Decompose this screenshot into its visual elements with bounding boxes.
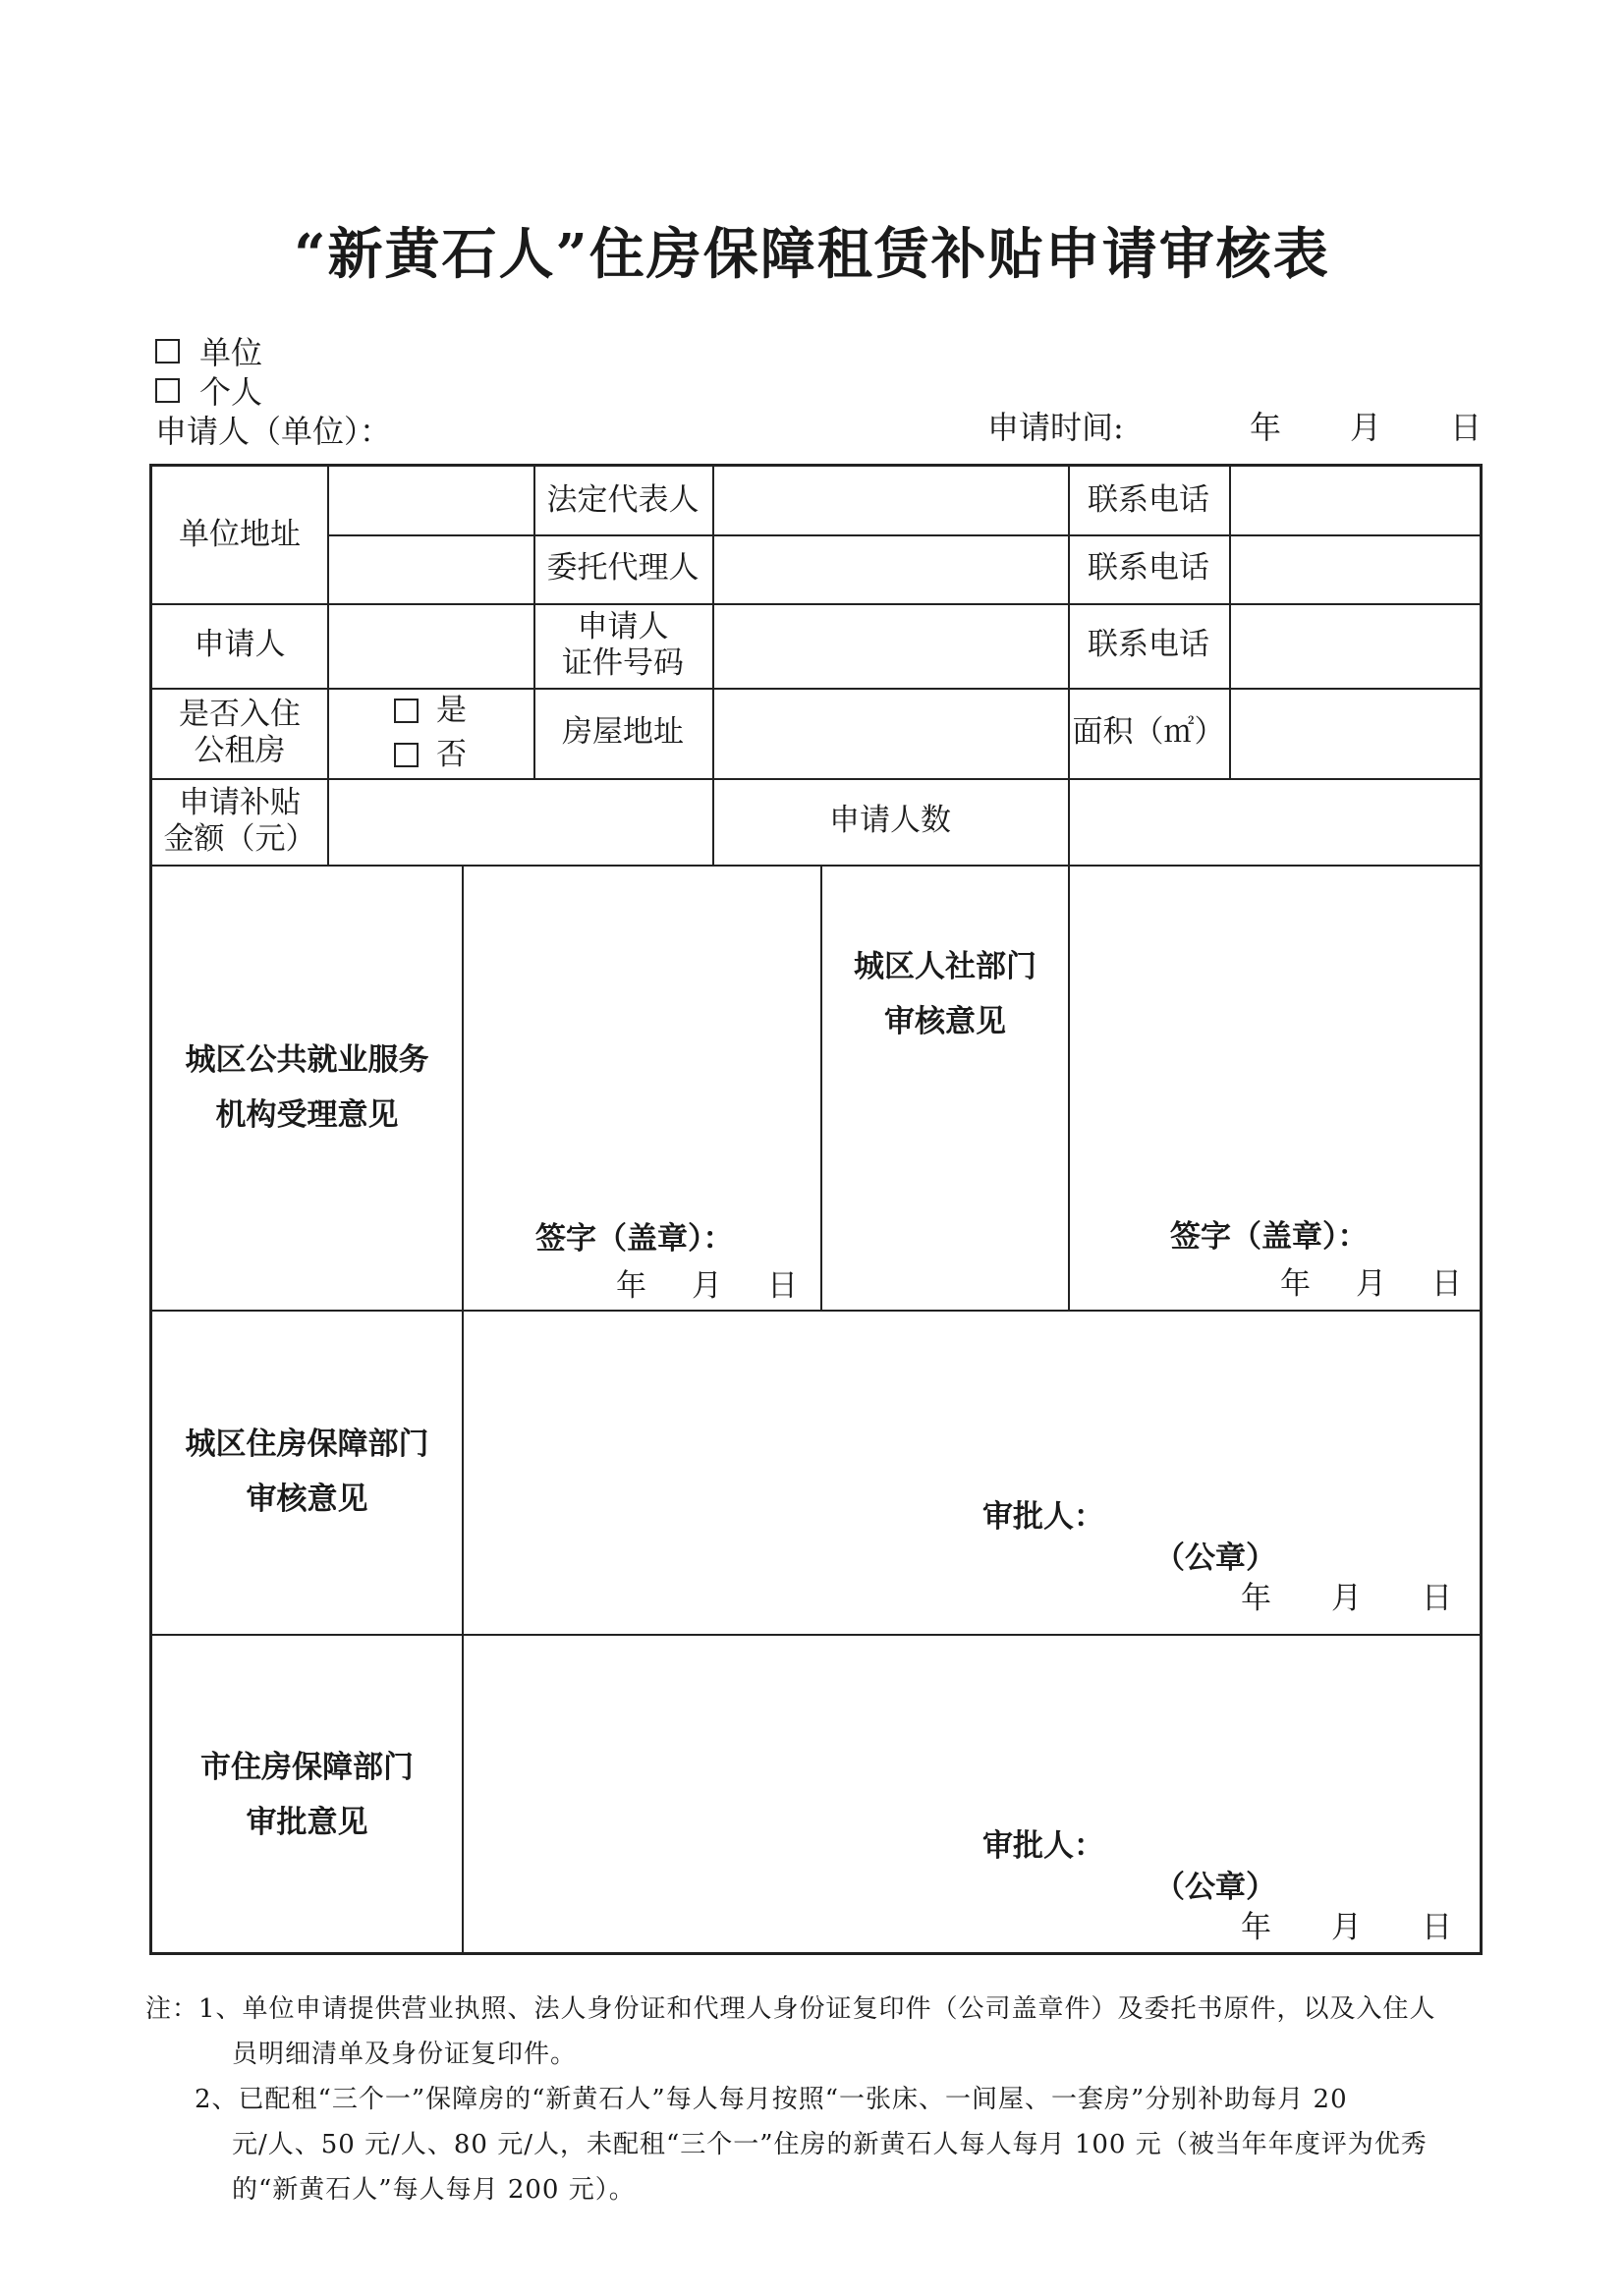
apply-day: 日 xyxy=(1450,409,1483,446)
agent-label: 委托代理人 xyxy=(546,550,700,587)
employment-date xyxy=(616,1260,798,1305)
apply-month: 月 xyxy=(1350,409,1382,446)
id-number-field[interactable] xyxy=(712,603,1068,688)
district-housing-label-line1: 城区住房保障部门 xyxy=(185,1427,429,1462)
hr-sign-label: 签字（盖章）： xyxy=(1170,1219,1369,1255)
hr-month: 月 xyxy=(1356,1266,1386,1302)
applicant-field[interactable] xyxy=(327,603,533,688)
public-rental-label xyxy=(152,688,327,778)
applicant-phone-label: 联系电话 xyxy=(1088,627,1209,663)
area-label: 面积（㎡） xyxy=(1072,714,1225,751)
agent-phone-label: 联系电话 xyxy=(1088,550,1209,587)
notes xyxy=(145,1987,1482,2212)
no-label: 否 xyxy=(436,737,467,772)
people-count-field[interactable] xyxy=(1068,778,1483,865)
no-option[interactable] xyxy=(394,737,467,773)
employment-service-label-line2: 机构受理意见 xyxy=(215,1096,399,1133)
option-unit-label: 单位 xyxy=(199,334,263,371)
district-year: 年 xyxy=(1241,1581,1271,1616)
form-title: “新黄石人”住房保障租赁补贴申请审核表 xyxy=(294,222,1330,287)
district-seal-label: （公章） xyxy=(1154,1540,1276,1576)
people-count-label: 申请人数 xyxy=(829,803,951,839)
hr-date xyxy=(1280,1259,1462,1303)
legal-rep-field[interactable] xyxy=(712,467,1068,534)
person-checkbox[interactable] xyxy=(155,378,180,403)
hr-year: 年 xyxy=(1280,1266,1311,1302)
agent-phone-field[interactable] xyxy=(1229,534,1483,603)
unit-checkbox[interactable] xyxy=(155,339,180,364)
employment-year: 年 xyxy=(616,1268,646,1304)
public-rental-options xyxy=(327,688,533,778)
area-field[interactable] xyxy=(1229,688,1483,778)
hr-dept-label-line2: 审核意见 xyxy=(884,1003,1006,1039)
subsidy-amount-label-line1: 申请补贴 xyxy=(179,784,301,820)
legal-rep-label: 法定代表人 xyxy=(546,481,700,518)
applicant-unit-label: 申请人（单位）： xyxy=(155,413,392,450)
district-approver-label: 审批人： xyxy=(982,1499,1104,1535)
legal-rep-phone-field[interactable] xyxy=(1229,467,1483,534)
no-checkbox[interactable] xyxy=(394,743,419,767)
applicant-label: 申请人 xyxy=(194,627,286,663)
employment-service-label-line1: 城区公共就业服务 xyxy=(185,1041,429,1078)
id-number-label-line2: 证件号码 xyxy=(562,645,684,681)
agent-field[interactable] xyxy=(712,534,1068,603)
option-person-label: 个人 xyxy=(199,373,263,411)
application-table xyxy=(149,464,1483,1955)
employment-day: 日 xyxy=(767,1268,798,1304)
subsidy-amount-field[interactable] xyxy=(327,778,712,865)
subsidy-amount-label xyxy=(152,778,327,865)
applicant-phone-field[interactable] xyxy=(1229,603,1483,688)
note-2-line-2: 元/人、50 元/人、80 元/人，未配租“三个一”住房的新黄石人每人每月 100 元（被当年年度评为优秀 xyxy=(232,2130,1428,2159)
city-approver-label: 审批人： xyxy=(982,1828,1104,1864)
yes-label: 是 xyxy=(436,692,467,728)
unit-address-field[interactable] xyxy=(327,467,533,603)
unit-address-label: 单位地址 xyxy=(179,516,301,552)
city-housing-label-line2: 审批意见 xyxy=(246,1804,368,1840)
apply-date-label: 申请时间: xyxy=(987,409,1124,446)
city-year: 年 xyxy=(1241,1910,1271,1945)
hr-dept-label-line1: 城区人社部门 xyxy=(854,948,1036,984)
house-address-label: 房屋地址 xyxy=(562,714,684,751)
id-number-label xyxy=(533,603,712,688)
district-housing-label-line2: 审核意见 xyxy=(246,1482,368,1517)
hr-day: 日 xyxy=(1431,1266,1462,1302)
district-month: 月 xyxy=(1331,1581,1362,1616)
note-2-line-1: 2、已配租“三个一”保障房的“新黄石人”每人每月按照“一张床、一间屋、一套房”分别补助每月 20 xyxy=(195,2085,1348,2114)
district-date xyxy=(1241,1573,1452,1617)
employment-sign-label: 签字（盖章）： xyxy=(535,1221,734,1257)
employment-service-label xyxy=(152,865,462,1310)
note-1-line-2: 员明细清单及身份证复印件。 xyxy=(232,2040,578,2069)
city-month: 月 xyxy=(1331,1910,1362,1945)
note-2-line-3: 的“新黄石人”每人每月 200 元）。 xyxy=(232,2175,636,2205)
city-date xyxy=(1241,1902,1452,1946)
city-seal-label: （公章） xyxy=(1154,1870,1276,1905)
house-address-field[interactable] xyxy=(712,688,1068,778)
city-housing-label-line1: 市住房保障部门 xyxy=(200,1749,414,1785)
subsidy-amount-label-line2: 金额（元） xyxy=(163,821,316,857)
employment-month: 月 xyxy=(692,1268,722,1304)
city-housing-label xyxy=(152,1634,462,1955)
yes-checkbox[interactable] xyxy=(394,699,419,723)
note-1-line-1: 注：1、单位申请提供营业执照、法人身份证和代理人身份证复印件（公司盖章件）及委托书原件，以及入住人 xyxy=(145,1994,1436,2024)
district-day: 日 xyxy=(1422,1581,1452,1616)
hr-dept-label xyxy=(822,865,1068,1123)
public-rental-label-line2: 公租房 xyxy=(194,733,286,768)
id-number-label-line1: 申请人 xyxy=(577,608,669,644)
city-day: 日 xyxy=(1422,1910,1452,1945)
public-rental-label-line1: 是否入住 xyxy=(179,696,301,732)
legal-rep-phone-label: 联系电话 xyxy=(1088,481,1209,518)
apply-year: 年 xyxy=(1250,409,1282,446)
yes-option[interactable] xyxy=(394,693,467,729)
district-housing-label xyxy=(152,1310,462,1634)
